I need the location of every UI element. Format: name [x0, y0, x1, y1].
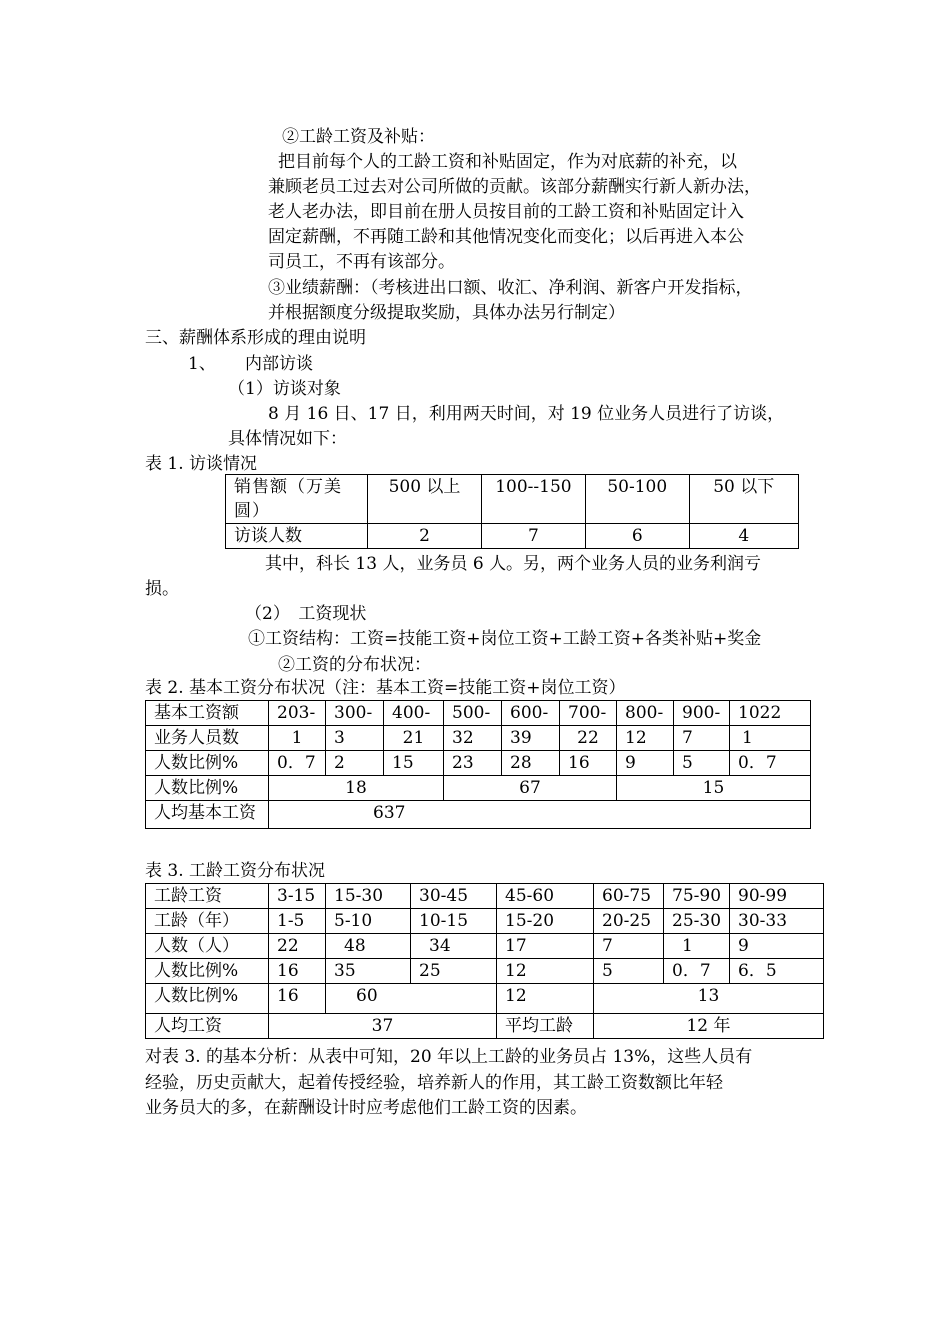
table-cell: 18 [269, 776, 444, 801]
table-cell: 500- [444, 701, 502, 726]
table-cell: 203- [269, 701, 326, 726]
table-cell: 2 [368, 524, 482, 549]
table-cell: 平均工龄 [497, 1014, 594, 1039]
table-row [146, 884, 824, 909]
table-cell: 22 [560, 726, 617, 751]
wage-structure: ①工资结构：工资=技能工资+岗位工资+工龄工资+各类补贴+奖金 [248, 629, 762, 649]
table-cell: 15-30 [326, 884, 411, 909]
table-cell: 21 [384, 726, 444, 751]
table-cell: 15 [617, 776, 811, 801]
section-heading: 三、薪酬体系形成的理由说明 [145, 328, 366, 348]
table-cell: 700- [560, 701, 617, 726]
analysis-line-1: 对表 3. 的基本分析：从表中可知，20 年以上工龄的业务员占 13%，这些人员有 [145, 1047, 753, 1067]
table-cell: 17 [497, 934, 594, 959]
table1-caption: 表 1. 访谈情况 [145, 454, 258, 474]
table-cell: 7 [674, 726, 730, 751]
table-cell: 20-25 [594, 909, 664, 934]
para-line-5: 固定薪酬，不再随工龄和其他情况变化而变化；以后再进入本公 [268, 227, 744, 247]
table-cell: 3 [326, 726, 384, 751]
note-line-2: 损。 [145, 579, 179, 599]
table-cell: 67 [444, 776, 617, 801]
interview-text-1: 8 月 16 日、17 日，利用两天时间，对 19 位业务人员进行了访谈， [268, 404, 785, 424]
table-cell: 1 [269, 726, 326, 751]
table-cell: 900- [674, 701, 730, 726]
table-cell: 6 [585, 524, 689, 549]
table-cell: 5 [594, 959, 664, 984]
table-cell: 销售额（万美 圆） [226, 475, 368, 524]
table-cell: 300- [326, 701, 384, 726]
table-cell: 人数（人） [146, 934, 269, 959]
table-cell: 34 [411, 934, 497, 959]
table-cell: 人数比例% [146, 959, 269, 984]
table-cell: 人数比例% [146, 751, 269, 776]
table-cell: 16 [269, 984, 326, 1014]
table-cell: 12 年 [594, 1014, 824, 1039]
table-cell: 10-15 [411, 909, 497, 934]
table-cell: 15 [384, 751, 444, 776]
table-row [226, 524, 799, 549]
table2-caption: 表 2. 基本工资分布状况（注：基本工资=技能工资+岗位工资） [145, 678, 626, 698]
table-cell: 1-5 [269, 909, 326, 934]
table3 [145, 883, 824, 1039]
table-row [146, 801, 811, 829]
table-cell: 400- [384, 701, 444, 726]
table-row [146, 751, 811, 776]
sub-heading-1: （1）访谈对象 [228, 379, 341, 399]
table-cell: 50-100 [585, 475, 689, 524]
table-cell: 7 [481, 524, 585, 549]
table-cell: 13 [594, 984, 824, 1014]
table-cell: 人均基本工资 [146, 801, 269, 829]
table-cell: 9 [730, 934, 824, 959]
table-cell: 访谈人数 [226, 524, 368, 549]
table-row [226, 475, 799, 524]
table-cell: 39 [502, 726, 560, 751]
sub-heading-2: （2） 工资现状 [245, 604, 367, 624]
table-cell: 3-15 [269, 884, 326, 909]
table-cell: 25-30 [664, 909, 730, 934]
table-row [146, 726, 811, 751]
analysis-line-2: 经验，历史贡献大，起着传授经验，培养新人的作用，其工龄工资数额比年轻 [145, 1073, 723, 1093]
table-cell: 5 [674, 751, 730, 776]
table-row [146, 701, 811, 726]
interview-text-2: 具体情况如下： [228, 429, 347, 449]
para-line-1: ②工龄工资及补贴： [282, 127, 435, 147]
table-cell: 12 [617, 726, 674, 751]
table-cell: 0．7 [664, 959, 730, 984]
table-cell: 60-75 [594, 884, 664, 909]
table-row [146, 1014, 824, 1039]
table-cell: 人均工资 [146, 1014, 269, 1039]
para-line-2: 把目前每个人的工龄工资和补贴固定，作为对底薪的补充，以 [278, 152, 737, 172]
table-cell: 800- [617, 701, 674, 726]
table-cell: 35 [326, 959, 411, 984]
table-cell: 75-90 [664, 884, 730, 909]
table-cell: 6．5 [730, 959, 824, 984]
table-row [146, 934, 824, 959]
table-cell: 23 [444, 751, 502, 776]
analysis-line-3: 业务员大的多，在薪酬设计时应考虑他们工龄工资的因素。 [145, 1098, 587, 1118]
table-cell: 4 [689, 524, 798, 549]
note-line-1: 其中，科长 13 人，业务员 6 人。另，两个业务人员的业务利润亏 [265, 554, 762, 574]
table-cell: 500 以上 [368, 475, 482, 524]
table-cell: 22 [269, 934, 326, 959]
table-cell: 60 [326, 984, 497, 1014]
subsection-title: 内部访谈 [245, 354, 313, 374]
para-line-4: 老人老办法，即目前在册人员按目前的工龄工资和补贴固定计入 [268, 202, 744, 222]
table-cell: 600- [502, 701, 560, 726]
wage-distribution: ②工资的分布状况： [278, 655, 431, 675]
table-cell: 人数比例% [146, 776, 269, 801]
table-cell: 45-60 [497, 884, 594, 909]
table-cell: 人数比例% [146, 984, 269, 1014]
table2 [145, 700, 811, 829]
table-cell: 7 [594, 934, 664, 959]
table-cell: 1 [664, 934, 730, 959]
table-row [146, 984, 824, 1014]
table-cell: 12 [497, 984, 594, 1014]
table-cell: 2 [326, 751, 384, 776]
para-line-7: ③业绩薪酬：（考核进出口额、收汇、净利润、新客户开发指标， [268, 278, 753, 298]
table-cell: 9 [617, 751, 674, 776]
para-line-3: 兼顾老员工过去对公司所做的贡献。该部分薪酬实行新人新办法， [268, 177, 761, 197]
table-cell: 100--150 [481, 475, 585, 524]
table-row [146, 776, 811, 801]
table-cell: 5-10 [326, 909, 411, 934]
table-cell: 0．7 [269, 751, 326, 776]
table-cell: 30-33 [730, 909, 824, 934]
table-cell: 1 [730, 726, 811, 751]
table3-caption: 表 3. 工龄工资分布状况 [145, 861, 326, 881]
table-cell: 637 [269, 801, 811, 829]
table-cell: 基本工资额 [146, 701, 269, 726]
table-cell: 15-20 [497, 909, 594, 934]
table-cell: 0．7 [730, 751, 811, 776]
table-cell: 16 [269, 959, 326, 984]
para-line-6: 司员工，不再有该部分。 [268, 252, 455, 272]
table-cell: 90-99 [730, 884, 824, 909]
table-row [146, 959, 824, 984]
table-cell: 16 [560, 751, 617, 776]
table1 [225, 474, 799, 549]
para-line-8: 并根据额度分级提取奖励，具体办法另行制定） [268, 303, 625, 323]
table-cell: 32 [444, 726, 502, 751]
table-cell: 工龄工资 [146, 884, 269, 909]
table-cell: 48 [326, 934, 411, 959]
subsection-number: 1、 [188, 354, 216, 374]
table-cell: 28 [502, 751, 560, 776]
table-cell: 业务人员数 [146, 726, 269, 751]
table-cell: 30-45 [411, 884, 497, 909]
table-cell: 37 [269, 1014, 497, 1039]
table-cell: 1022 [730, 701, 811, 726]
table-row [146, 909, 824, 934]
table-cell: 25 [411, 959, 497, 984]
table-cell: 50 以下 [689, 475, 798, 524]
table-cell: 12 [497, 959, 594, 984]
table-cell: 工龄（年） [146, 909, 269, 934]
